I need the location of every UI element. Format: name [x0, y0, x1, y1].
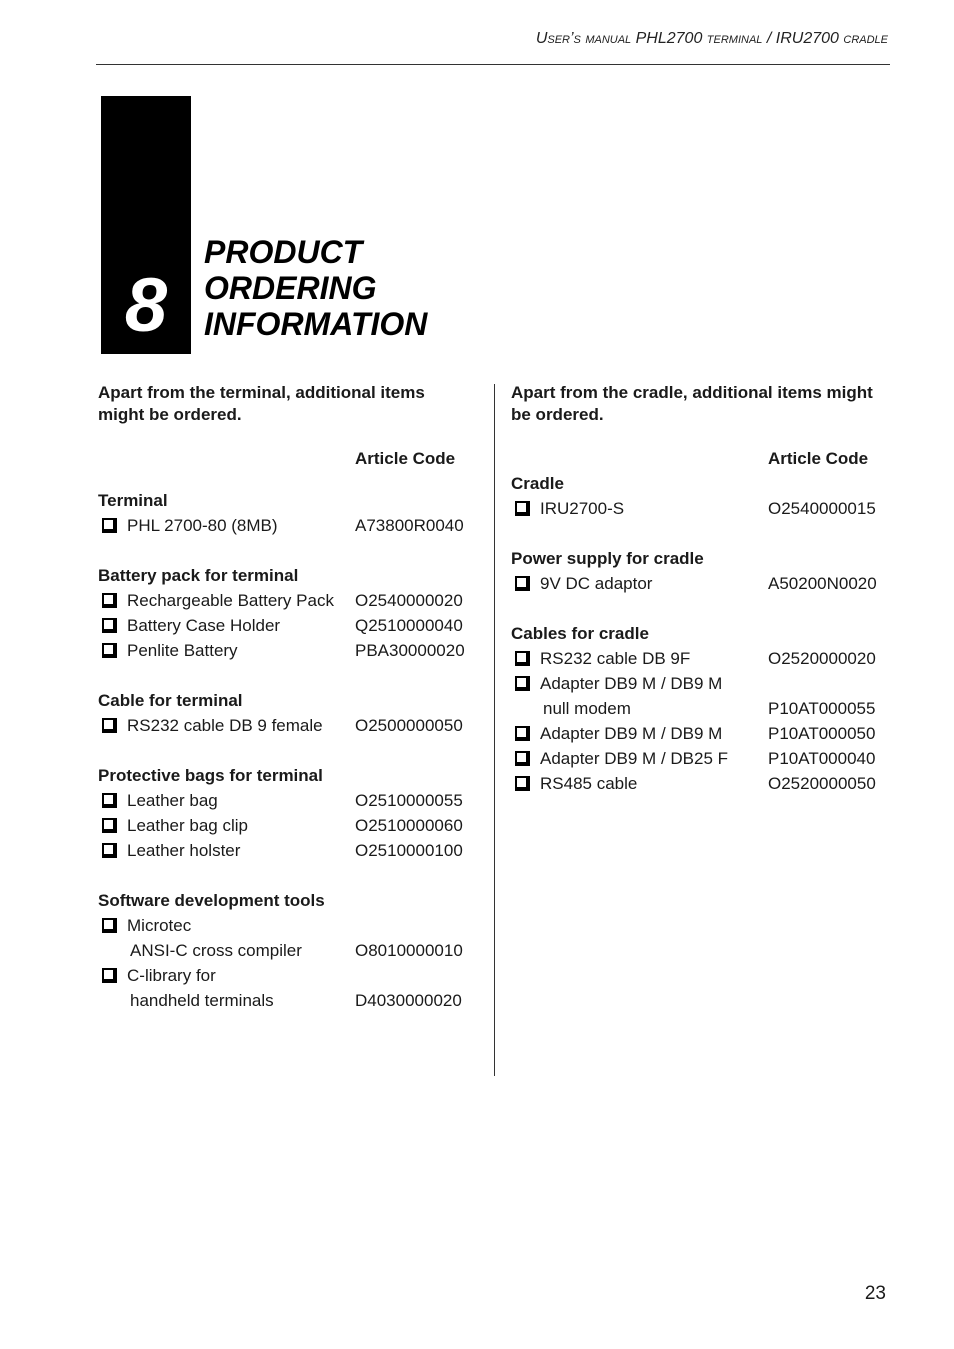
item-code: O2510000055	[355, 791, 463, 810]
group-title: Cradle	[511, 474, 564, 493]
list-item	[511, 496, 881, 521]
list-item	[98, 713, 468, 738]
item-code: O2510000060	[355, 816, 463, 835]
checkbox-bullet-icon	[102, 843, 117, 858]
terminal-intro: Apart from the terminal, additional items might be ordered.	[98, 383, 425, 424]
list-item-continuation	[98, 938, 468, 963]
item-code: O2510000100	[355, 841, 463, 860]
item-name: C-library for	[127, 966, 216, 985]
chapter-title-line: PRODUCT	[204, 234, 363, 270]
list-item	[98, 588, 468, 613]
group-title: Software development tools	[98, 891, 325, 910]
item-name: Leather bag clip	[127, 816, 248, 835]
item-name: Penlite Battery	[127, 641, 238, 660]
item-code: PBA30000020	[355, 641, 465, 660]
page-number: 23	[864, 1283, 886, 1304]
chapter-number-block	[101, 96, 191, 354]
item-code: O8010000010	[355, 941, 463, 960]
item-code: O2540000020	[355, 591, 463, 610]
list-item	[98, 813, 468, 838]
running-header-part3: terminal	[706, 30, 763, 47]
item-name: Adapter DB9 M / DB9 M	[540, 724, 723, 743]
item-code: A50200N0020	[768, 574, 877, 593]
item-code: A73800R0040	[355, 516, 464, 535]
list-item	[511, 771, 881, 796]
list-item	[511, 571, 881, 596]
item-name: Adapter DB9 M / DB9 M	[540, 674, 723, 693]
checkbox-bullet-icon	[102, 968, 117, 983]
item-code: P10AT000050	[768, 724, 876, 743]
item-name: Rechargeable Battery Pack	[127, 591, 334, 610]
cradle-items-column	[511, 382, 881, 796]
list-item	[98, 963, 468, 988]
group-title: Cables for cradle	[511, 624, 649, 643]
article-code-header: Article Code	[768, 449, 869, 468]
chapter-title	[204, 234, 427, 342]
item-name: Leather bag	[127, 791, 218, 810]
checkbox-bullet-icon	[102, 718, 117, 733]
checkbox-bullet-icon	[102, 793, 117, 808]
item-code: Q2510000040	[355, 616, 463, 635]
group-title: Protective bags for terminal	[98, 766, 323, 785]
checkbox-bullet-icon	[102, 618, 117, 633]
group-title: Power supply for cradle	[511, 549, 704, 568]
list-item	[98, 613, 468, 638]
checkbox-bullet-icon	[102, 593, 117, 608]
item-code: O2500000050	[355, 716, 463, 735]
terminal-items-column	[98, 382, 468, 1013]
checkbox-bullet-icon	[102, 643, 117, 658]
item-name: RS485 cable	[540, 774, 638, 793]
list-item	[98, 513, 468, 538]
item-name: Battery Case Holder	[127, 616, 281, 635]
item-name: Leather holster	[127, 841, 241, 860]
list-item	[511, 746, 881, 771]
header-rule	[96, 64, 890, 65]
group-title: Cable for terminal	[98, 691, 243, 710]
item-name-continued: null modem	[543, 699, 631, 718]
checkbox-bullet-icon	[515, 576, 530, 591]
list-item	[98, 638, 468, 663]
item-name-continued: ANSI-C cross compiler	[130, 941, 302, 960]
checkbox-bullet-icon	[102, 818, 117, 833]
list-item-continuation	[511, 696, 881, 721]
list-item	[98, 913, 468, 938]
running-header-part2: PHL2700	[635, 30, 703, 47]
item-name: 9V DC adaptor	[540, 574, 653, 593]
article-code-header: Article Code	[355, 449, 456, 468]
checkbox-bullet-icon	[515, 726, 530, 741]
chapter-title-line: ORDERING	[204, 270, 377, 306]
column-divider	[494, 384, 495, 1076]
checkbox-bullet-icon	[515, 751, 530, 766]
item-name: Microtec	[127, 916, 192, 935]
item-name: RS232 cable DB 9 female	[127, 716, 323, 735]
item-code: O2520000020	[768, 649, 876, 668]
cradle-intro: Apart from the cradle, additional items might be ordered.	[511, 383, 873, 424]
group-title: Terminal	[98, 491, 168, 510]
chapter-number: 8	[124, 263, 168, 348]
item-name-continued: handheld terminals	[130, 991, 274, 1010]
list-item	[98, 838, 468, 863]
checkbox-bullet-icon	[102, 918, 117, 933]
item-name: Adapter DB9 M / DB25 F	[540, 749, 729, 768]
item-code: P10AT000040	[768, 749, 876, 768]
checkbox-bullet-icon	[102, 518, 117, 533]
running-header-part5: cradle	[843, 30, 888, 47]
chapter-title-line: INFORMATION	[204, 306, 428, 342]
checkbox-bullet-icon	[515, 501, 530, 516]
list-item	[511, 646, 881, 671]
item-code: O2520000050	[768, 774, 876, 793]
list-item	[511, 721, 881, 746]
checkbox-bullet-icon	[515, 651, 530, 666]
checkbox-bullet-icon	[515, 776, 530, 791]
item-name: PHL 2700-80 (8MB)	[127, 516, 278, 535]
item-code: P10AT000055	[768, 699, 876, 718]
group-title: Battery pack for terminal	[98, 566, 299, 585]
item-code: O2540000015	[768, 499, 876, 518]
item-name: IRU2700-S	[540, 499, 625, 518]
list-item-continuation	[98, 988, 468, 1013]
running-header	[536, 30, 888, 48]
list-item	[511, 671, 881, 696]
running-header-part1: User’s manual	[535, 30, 632, 47]
item-name: RS232 cable DB 9F	[540, 649, 691, 668]
list-item	[98, 788, 468, 813]
running-header-part4: / IRU2700	[766, 30, 839, 47]
item-code: D4030000020	[355, 991, 462, 1010]
checkbox-bullet-icon	[515, 676, 530, 691]
